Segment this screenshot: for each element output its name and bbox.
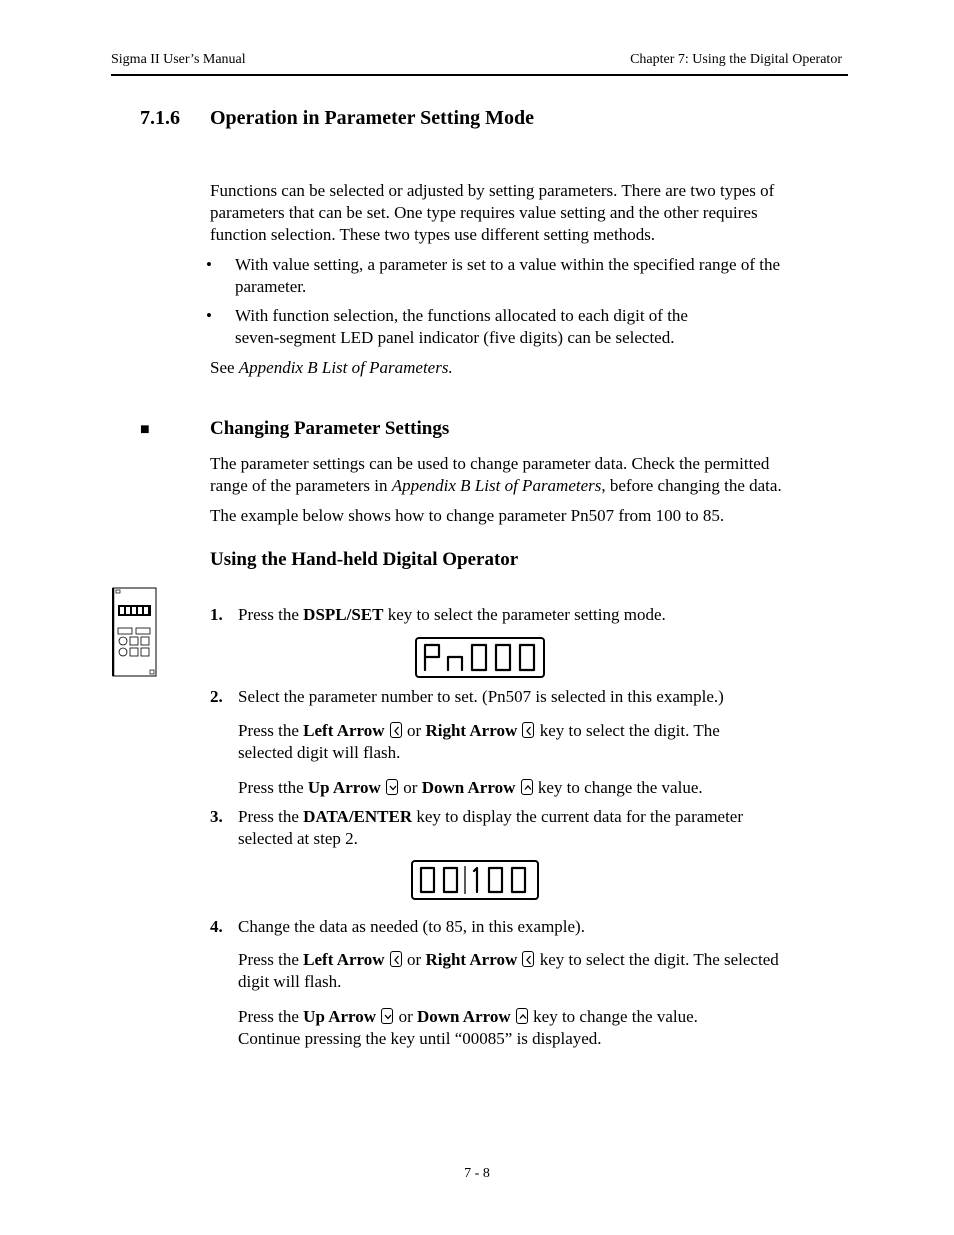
step-text — [238, 604, 666, 626]
led-display — [411, 860, 539, 900]
intro-line: function selection. These two types use different setting methods. — [210, 225, 656, 244]
bullet-item — [235, 254, 850, 298]
key-name: Up Arrow — [303, 1007, 377, 1026]
paragraph-line: The parameter settings can be used to change parameter data. Check the permitted — [210, 454, 770, 473]
appendix-reference: Appendix B List of Parameters. — [238, 358, 453, 377]
text-span: Press the — [238, 950, 304, 969]
led-display — [415, 637, 545, 678]
subsection-title: Changing Parameter Settings — [210, 418, 450, 439]
step-text — [238, 806, 848, 850]
bullet-item — [235, 305, 850, 349]
substep-line — [238, 720, 848, 742]
bullet-marker: • — [206, 306, 212, 325]
step-line: selected at step 2. — [238, 829, 358, 848]
section-marker-square: ■ — [140, 421, 150, 438]
step-substep — [238, 1006, 850, 1050]
text-span: key to display the current data for the parameter — [412, 807, 744, 826]
text-span: key to change the value. — [533, 778, 703, 797]
key-name: DATA/ENTER — [303, 807, 413, 826]
key-name: Right Arrow — [425, 721, 518, 740]
key-name: DSPL/SET — [303, 605, 384, 624]
section-title: Operation in Parameter Setting Mode — [210, 107, 535, 129]
see-prefix: See — [210, 358, 239, 377]
substep-line: digit will flash. — [238, 972, 342, 991]
intro-line: Functions can be selected or adjusted by setting parameters. There are two types of — [210, 181, 775, 200]
substep-line — [238, 949, 850, 971]
led-digits-00100 — [413, 862, 537, 898]
led-digits-pn000 — [417, 639, 543, 676]
down-arrow-key-icon — [516, 1008, 528, 1024]
page-number: 7 - 8 — [464, 1166, 490, 1181]
substep-line: selected digit will flash. — [238, 743, 401, 762]
intro-paragraph — [210, 180, 850, 246]
bullet-line: parameter. — [235, 277, 307, 296]
key-name: Right Arrow — [425, 950, 518, 969]
text-span: key to select the parameter setting mode. — [383, 605, 666, 624]
example-sentence: The example below shows how to change parameter Pn507 from 100 to 85. — [210, 506, 725, 525]
intro-line: parameters that can be set. One type requires value setting and the other requires — [210, 203, 758, 222]
step-number: 4. — [210, 917, 223, 936]
key-name: Down Arrow — [421, 778, 516, 797]
step-number: 2. — [210, 687, 223, 706]
text-span: or — [402, 950, 426, 969]
text-span: key to select the digit. The — [535, 721, 720, 740]
text-span: Press the — [238, 721, 304, 740]
right-arrow-key-icon — [522, 722, 534, 738]
running-header-left: Sigma II User’s Manual — [111, 52, 246, 67]
text-span: , before changing the data. — [601, 476, 782, 495]
key-name: Left Arrow — [303, 950, 385, 969]
text-span: or — [399, 778, 422, 797]
subsection-title: Using the Hand-held Digital Operator — [210, 549, 519, 570]
down-arrow-key-icon — [521, 779, 533, 795]
key-name: Left Arrow — [303, 721, 385, 740]
running-header-right: Chapter 7: Using the Digital Operator — [630, 52, 842, 67]
changing-paragraph — [210, 453, 850, 497]
up-arrow-key-icon — [381, 1008, 393, 1024]
step-substep — [238, 949, 850, 993]
text-span: Press the — [238, 605, 304, 624]
step-line — [238, 806, 848, 828]
hand-held-operator-icon — [112, 586, 158, 678]
bullet-line: With value setting, a parameter is set to a value within the specified range of the — [235, 255, 781, 274]
paragraph-line — [210, 475, 850, 497]
section-number: 7.1.6 — [140, 107, 180, 129]
step-substep — [238, 777, 703, 799]
see-reference — [210, 357, 453, 379]
step-text: Select the parameter number to set. (Pn507 is selected in this example.) — [238, 687, 724, 706]
substep-line — [238, 1006, 850, 1028]
bullet-line: With function selection, the functions allocated to each digit of the — [235, 306, 688, 325]
left-arrow-key-icon — [390, 951, 402, 967]
appendix-reference: Appendix B List of Parameters — [391, 476, 602, 495]
bullet-marker: • — [206, 255, 212, 274]
step-number: 3. — [210, 807, 223, 826]
step-text: Change the data as needed (to 85, in this example). — [238, 917, 585, 936]
right-arrow-key-icon — [522, 951, 534, 967]
substep-line: Continue pressing the key until “00085” is displayed. — [238, 1029, 602, 1048]
text-span: key to change the value. — [528, 1007, 698, 1026]
header-rule — [111, 74, 848, 76]
text-span: or — [402, 721, 426, 740]
step-substep — [238, 720, 848, 764]
text-span: key to select the digit. The selected — [535, 950, 779, 969]
bullet-line: seven-segment LED panel indicator (five digits) can be selected. — [235, 328, 675, 347]
text-span: Press tthe — [238, 778, 308, 797]
text-span: Press the — [238, 1007, 304, 1026]
text-span: or — [394, 1007, 417, 1026]
step-number: 1. — [210, 605, 223, 624]
key-name: Down Arrow — [416, 1007, 511, 1026]
key-name: Up Arrow — [307, 778, 381, 797]
left-arrow-key-icon — [390, 722, 402, 738]
text-span: range of the parameters in — [210, 476, 392, 495]
text-span: Press the — [238, 807, 304, 826]
up-arrow-key-icon — [386, 779, 398, 795]
